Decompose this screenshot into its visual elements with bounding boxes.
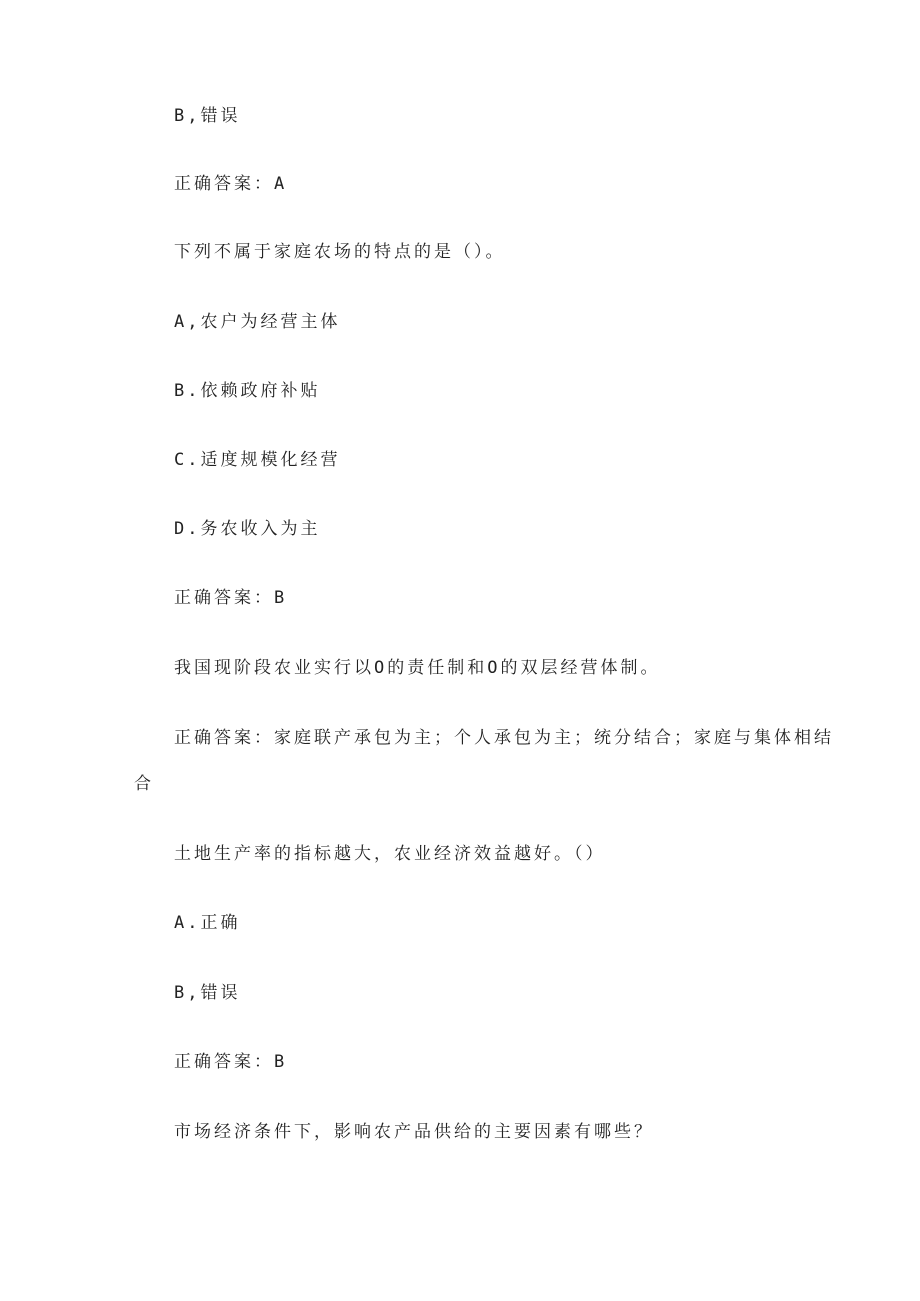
- question-text: 下列不属于家庭农场的特点的是（）。: [174, 242, 506, 262]
- answer-line: 正确答案：A: [174, 174, 288, 194]
- answer-line-continuation: 合: [134, 774, 154, 794]
- option-d: D.务农收入为主: [174, 519, 321, 539]
- option-b-wrong: B,错误: [174, 106, 241, 126]
- option-a: A,农户为经营主体: [174, 312, 341, 332]
- answer-line: 正确答案：B: [174, 588, 288, 608]
- option-b: B.依赖政府补贴: [174, 381, 321, 401]
- option-a: A.正确: [174, 913, 241, 933]
- question-text: 市场经济条件下，影响农产品供给的主要因素有哪些？: [174, 1122, 654, 1142]
- option-b: B,错误: [174, 983, 241, 1003]
- option-c: C.适度规模化经营: [174, 450, 341, 470]
- answer-line: 正确答案：B: [174, 1052, 288, 1072]
- question-text: 我国现阶段农业实行以O的责任制和O的双层经营体制。: [174, 658, 661, 678]
- question-text: 土地生产率的指标越大，农业经济效益越好。（）: [174, 844, 606, 864]
- answer-line: 正确答案：家庭联产承包为主；个人承包为主；统分结合；家庭与集体相结: [174, 728, 834, 748]
